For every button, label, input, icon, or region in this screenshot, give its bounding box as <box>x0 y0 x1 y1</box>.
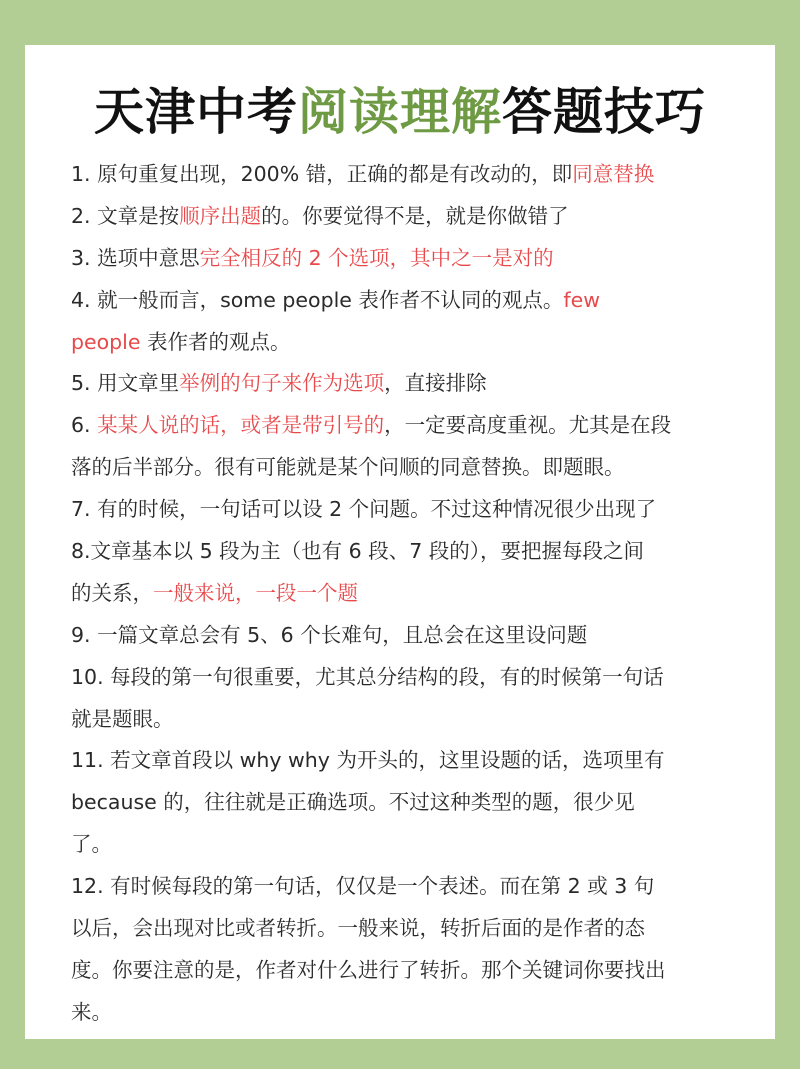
tip-line <box>71 447 671 489</box>
tip-line <box>71 154 671 196</box>
tip-text: 5. 用文章里 <box>71 371 180 396</box>
tip-text: 度。你要注意的是，作者对什么进行了转折。那个关键词你要找出 <box>71 957 666 982</box>
tip-line <box>71 363 671 405</box>
title-part-1: 天津中考 <box>94 83 298 141</box>
highlighted-text: 举例的句子来作为选项 <box>179 371 385 396</box>
tip-text: 12. 有时候每段的第一句话，仅仅是一个表述。而在第 2 或 3 句 <box>71 874 655 899</box>
highlighted-text: 一般来说，一段一个题 <box>153 580 358 605</box>
tip-text: 4. 就一般而言，some people 表作者不认同的观点。 <box>71 287 564 312</box>
tip-text: 来。 <box>71 999 112 1024</box>
highlighted-text: few <box>563 287 601 312</box>
tip-line <box>71 238 671 280</box>
tip-text: 就是题眼。 <box>71 706 174 731</box>
highlighted-text: 某某人说的话，或者是带引号的 <box>97 413 385 438</box>
highlighted-text: people <box>71 329 141 354</box>
tip-line <box>71 950 671 992</box>
highlighted-text: 完全相反的 2 个选项，其中之一是对的 <box>199 245 554 270</box>
tip-text: 的。你要觉得不是，就是你做错了 <box>261 203 569 228</box>
tip-line <box>71 908 671 950</box>
title-part-3: 答题技巧 <box>502 83 706 141</box>
tip-line <box>71 657 671 699</box>
tip-line <box>71 531 671 573</box>
tip-line <box>71 280 671 322</box>
tip-line <box>71 489 671 531</box>
tip-text: 表作者的观点。 <box>140 329 291 354</box>
tip-text: 6. <box>71 413 98 438</box>
tip-text: 10. 每段的第一句很重要，尤其总分结构的段，有的时候第一句话 <box>71 664 664 689</box>
tip-text: because 的，往往就是正确选项。不过这种类型的题，很少见 <box>71 790 635 815</box>
tip-text: 7. 有的时候，一句话可以设 2 个问题。不过这种情况很少出现了 <box>71 497 657 522</box>
tips-list <box>71 154 671 1034</box>
highlighted-text: 顺序出题 <box>179 203 262 228</box>
page-title <box>0 72 800 144</box>
tip-line <box>71 615 671 657</box>
tip-text: 3. 选项中意思 <box>71 245 200 270</box>
tip-line <box>71 866 671 908</box>
tip-line <box>71 405 671 447</box>
tip-line <box>71 782 671 824</box>
tip-line <box>71 992 671 1034</box>
tip-text: 了。 <box>71 832 112 857</box>
tip-line <box>71 824 671 866</box>
tip-text: 以后，会出现对比或者转折。一般来说，转折后面的是作者的态 <box>71 916 645 941</box>
tip-text: 8.文章基本以 5 段为主（也有 6 段、7 段的），要把握每段之间 <box>71 539 645 564</box>
tip-line <box>71 573 671 615</box>
tip-text: 9. 一篇文章总会有 5、6 个长难句，且总会在这里设问题 <box>71 622 588 647</box>
tip-text: 的关系， <box>71 580 153 605</box>
tip-line <box>71 740 671 782</box>
tip-text: ，一定要高度重视。尤其是在段 <box>384 413 672 438</box>
tip-text: 11. 若文章首段以 why why 为开头的，这里设题的话，选项里有 <box>71 748 665 773</box>
highlighted-text: 同意替换 <box>572 162 655 186</box>
tip-text: 1. 原句重复出现，200% 错，正确的都是有改动的，即 <box>71 162 573 186</box>
tip-text: ，直接排除 <box>384 371 487 396</box>
tip-line <box>71 322 671 364</box>
tip-text: 2. 文章是按 <box>71 203 180 228</box>
tip-line <box>71 699 671 741</box>
tip-text: 落的后半部分。很有可能就是某个问顺的同意替换。即题眼。 <box>71 455 625 480</box>
title-part-2-highlight: 阅读理解 <box>298 83 502 141</box>
tip-line <box>71 196 671 238</box>
